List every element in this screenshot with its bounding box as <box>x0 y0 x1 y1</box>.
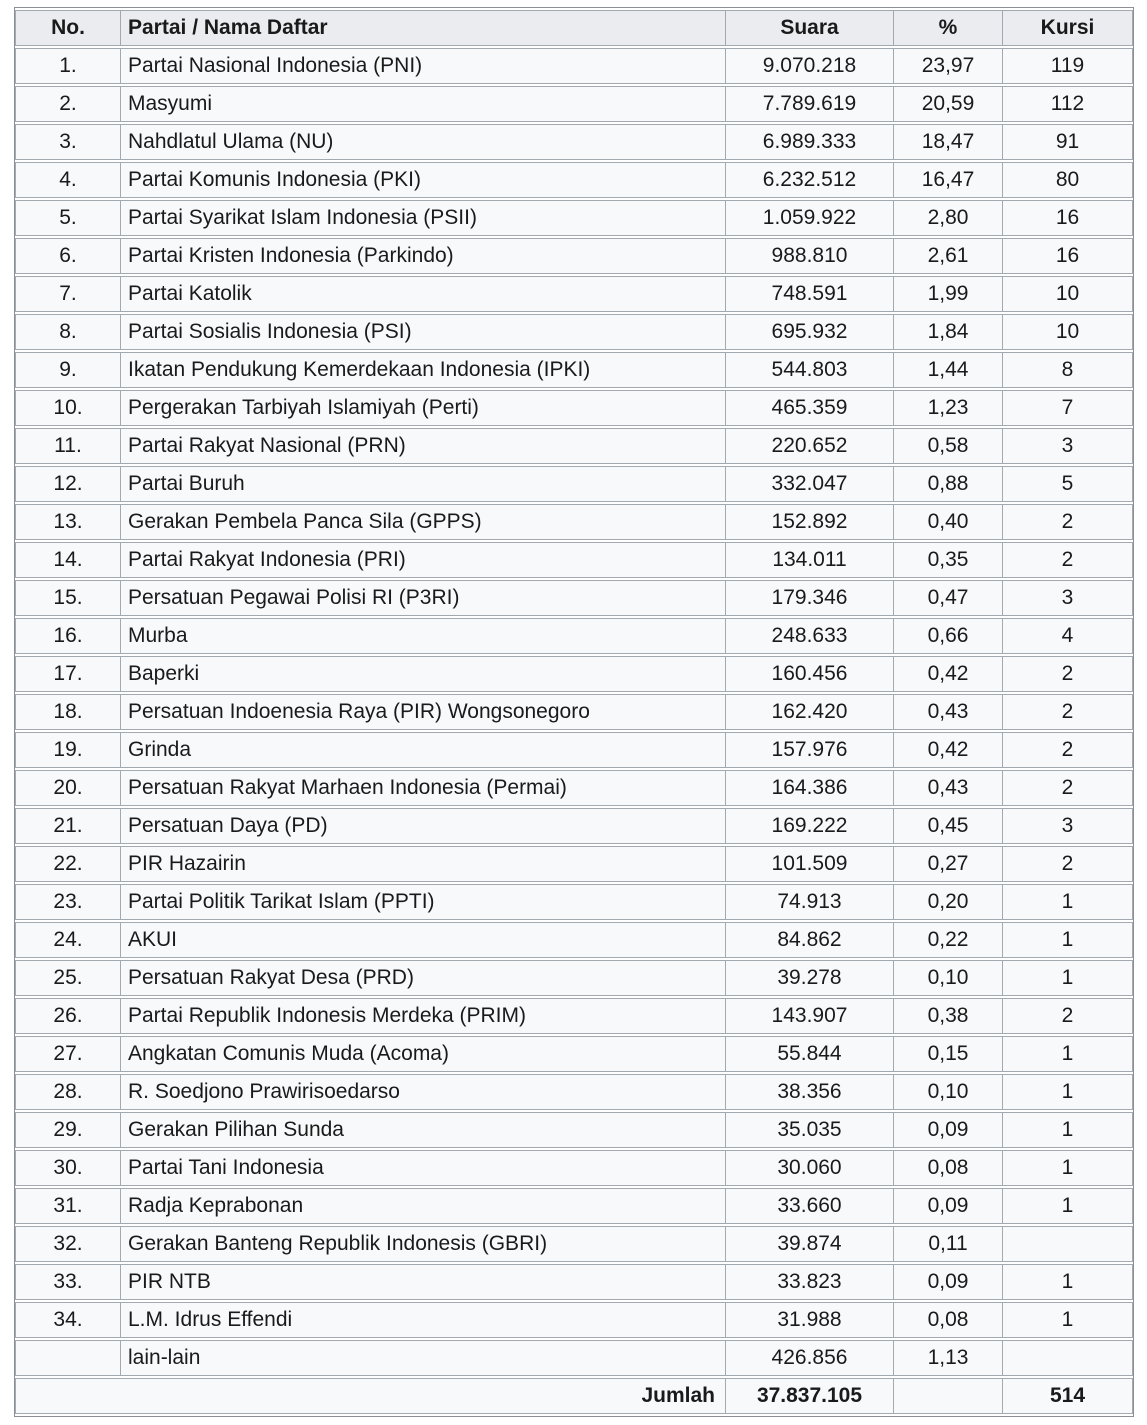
table-row <box>15 428 1133 464</box>
cell-no: 34. <box>15 1302 121 1338</box>
cell-seats: 10 <box>1003 276 1133 312</box>
table-row <box>15 618 1133 654</box>
cell-percent: 0,09 <box>894 1112 1003 1148</box>
cell-seats: 119 <box>1003 48 1133 84</box>
table-row <box>15 1036 1133 1072</box>
cell-party: Masyumi <box>121 86 726 122</box>
cell-percent: 0,15 <box>894 1036 1003 1072</box>
cell-votes: 248.633 <box>726 618 894 654</box>
cell-percent: 0,43 <box>894 694 1003 730</box>
cell-votes: 31.988 <box>726 1302 894 1338</box>
cell-votes: 39.278 <box>726 960 894 996</box>
cell-party: Partai Nasional Indonesia (PNI) <box>121 48 726 84</box>
cell-votes: 35.035 <box>726 1112 894 1148</box>
table-row <box>15 1074 1133 1110</box>
cell-seats: 1 <box>1003 1150 1133 1186</box>
cell-votes: 157.976 <box>726 732 894 768</box>
cell-percent: 0,58 <box>894 428 1003 464</box>
cell-percent: 0,27 <box>894 846 1003 882</box>
cell-votes: 160.456 <box>726 656 894 692</box>
cell-percent: 1,44 <box>894 352 1003 388</box>
cell-percent: 0,47 <box>894 580 1003 616</box>
cell-percent: 1,84 <box>894 314 1003 350</box>
cell-no: 29. <box>15 1112 121 1148</box>
cell-party: PIR NTB <box>121 1264 726 1300</box>
table-row <box>15 580 1133 616</box>
cell-seats: 1 <box>1003 1188 1133 1224</box>
cell-votes: 134.011 <box>726 542 894 578</box>
column-header-no: No. <box>15 10 121 46</box>
cell-party: Persatuan Rakyat Marhaen Indonesia (Permai) <box>121 770 726 806</box>
cell-percent: 0,38 <box>894 998 1003 1034</box>
cell-percent: 0,10 <box>894 960 1003 996</box>
table-row <box>15 162 1133 198</box>
cell-seats <box>1003 1340 1133 1376</box>
table-row <box>15 694 1133 730</box>
cell-seats: 2 <box>1003 542 1133 578</box>
table-row <box>15 352 1133 388</box>
cell-no <box>15 1340 121 1376</box>
cell-percent: 1,99 <box>894 276 1003 312</box>
cell-percent: 20,59 <box>894 86 1003 122</box>
cell-seats: 3 <box>1003 808 1133 844</box>
table-row <box>15 732 1133 768</box>
cell-no: 22. <box>15 846 121 882</box>
cell-no: 14. <box>15 542 121 578</box>
cell-no: 1. <box>15 48 121 84</box>
cell-votes: 332.047 <box>726 466 894 502</box>
cell-percent: 0,10 <box>894 1074 1003 1110</box>
cell-party: Partai Sosialis Indonesia (PSI) <box>121 314 726 350</box>
table-row <box>15 1340 1133 1376</box>
cell-percent: 0,09 <box>894 1264 1003 1300</box>
cell-seats: 5 <box>1003 466 1133 502</box>
table-row <box>15 770 1133 806</box>
cell-percent: 23,97 <box>894 48 1003 84</box>
cell-party: Partai Rakyat Indonesia (PRI) <box>121 542 726 578</box>
column-header-seats: Kursi <box>1003 10 1133 46</box>
cell-party: Gerakan Pembela Panca Sila (GPPS) <box>121 504 726 540</box>
cell-percent: 1,23 <box>894 390 1003 426</box>
cell-seats: 1 <box>1003 1112 1133 1148</box>
table-row <box>15 846 1133 882</box>
cell-votes: 426.856 <box>726 1340 894 1376</box>
cell-percent: 1,13 <box>894 1340 1003 1376</box>
cell-party: Baperki <box>121 656 726 692</box>
cell-votes: 6.232.512 <box>726 162 894 198</box>
cell-votes: 84.862 <box>726 922 894 958</box>
cell-party: Grinda <box>121 732 726 768</box>
cell-seats: 1 <box>1003 1074 1133 1110</box>
cell-no: 3. <box>15 124 121 160</box>
cell-votes: 1.059.922 <box>726 200 894 236</box>
cell-no: 5. <box>15 200 121 236</box>
cell-party: R. Soedjono Prawirisoedarso <box>121 1074 726 1110</box>
cell-votes: 164.386 <box>726 770 894 806</box>
cell-votes: 179.346 <box>726 580 894 616</box>
cell-seats: 7 <box>1003 390 1133 426</box>
cell-party: Partai Republik Indonesis Merdeka (PRIM) <box>121 998 726 1034</box>
cell-no: 28. <box>15 1074 121 1110</box>
cell-seats: 2 <box>1003 504 1133 540</box>
cell-votes: 152.892 <box>726 504 894 540</box>
cell-votes: 33.660 <box>726 1188 894 1224</box>
table-row <box>15 656 1133 692</box>
cell-votes: 55.844 <box>726 1036 894 1072</box>
cell-seats: 1 <box>1003 922 1133 958</box>
total-seats: 514 <box>1003 1378 1133 1414</box>
cell-seats: 2 <box>1003 998 1133 1034</box>
total-row <box>15 1378 1133 1414</box>
cell-votes: 30.060 <box>726 1150 894 1186</box>
cell-percent: 0,08 <box>894 1150 1003 1186</box>
cell-percent: 0,42 <box>894 656 1003 692</box>
total-percent <box>894 1378 1003 1414</box>
cell-votes: 162.420 <box>726 694 894 730</box>
cell-percent: 0,88 <box>894 466 1003 502</box>
cell-percent: 0,22 <box>894 922 1003 958</box>
table-row <box>15 200 1133 236</box>
cell-no: 21. <box>15 808 121 844</box>
cell-votes: 169.222 <box>726 808 894 844</box>
cell-percent: 2,61 <box>894 238 1003 274</box>
table-row <box>15 390 1133 426</box>
election-results-table <box>14 7 1134 1417</box>
cell-party: Partai Buruh <box>121 466 726 502</box>
cell-percent: 0,42 <box>894 732 1003 768</box>
cell-seats: 8 <box>1003 352 1133 388</box>
cell-votes: 74.913 <box>726 884 894 920</box>
total-label: Jumlah <box>15 1378 726 1414</box>
cell-party: Persatuan Pegawai Polisi RI (P3RI) <box>121 580 726 616</box>
cell-seats: 112 <box>1003 86 1133 122</box>
table-row <box>15 1264 1133 1300</box>
cell-seats: 4 <box>1003 618 1133 654</box>
cell-votes: 220.652 <box>726 428 894 464</box>
cell-seats: 91 <box>1003 124 1133 160</box>
cell-votes: 143.907 <box>726 998 894 1034</box>
cell-percent: 0,40 <box>894 504 1003 540</box>
cell-seats: 3 <box>1003 580 1133 616</box>
cell-votes: 7.789.619 <box>726 86 894 122</box>
cell-party: Partai Kristen Indonesia (Parkindo) <box>121 238 726 274</box>
table-row <box>15 124 1133 160</box>
cell-percent: 18,47 <box>894 124 1003 160</box>
cell-votes: 748.591 <box>726 276 894 312</box>
cell-party: Partai Rakyat Nasional (PRN) <box>121 428 726 464</box>
cell-votes: 39.874 <box>726 1226 894 1262</box>
cell-no: 2. <box>15 86 121 122</box>
header-row <box>15 10 1133 46</box>
cell-party: Gerakan Pilihan Sunda <box>121 1112 726 1148</box>
table-row <box>15 504 1133 540</box>
cell-no: 15. <box>15 580 121 616</box>
table-row <box>15 1188 1133 1224</box>
table-row <box>15 1150 1133 1186</box>
column-header-votes: Suara <box>726 10 894 46</box>
table-row <box>15 998 1133 1034</box>
cell-percent: 2,80 <box>894 200 1003 236</box>
table-row <box>15 1112 1133 1148</box>
cell-percent: 0,43 <box>894 770 1003 806</box>
cell-no: 16. <box>15 618 121 654</box>
cell-party: Partai Komunis Indonesia (PKI) <box>121 162 726 198</box>
table-row <box>15 808 1133 844</box>
cell-party: Persatuan Indoenesia Raya (PIR) Wongsonegoro <box>121 694 726 730</box>
cell-party: AKUI <box>121 922 726 958</box>
cell-seats: 2 <box>1003 694 1133 730</box>
cell-seats: 2 <box>1003 732 1133 768</box>
cell-party: Persatuan Rakyat Desa (PRD) <box>121 960 726 996</box>
cell-party: Partai Politik Tarikat Islam (PPTI) <box>121 884 726 920</box>
cell-party: Angkatan Comunis Muda (Acoma) <box>121 1036 726 1072</box>
cell-votes: 544.803 <box>726 352 894 388</box>
cell-no: 18. <box>15 694 121 730</box>
cell-no: 30. <box>15 1150 121 1186</box>
cell-party: Partai Katolik <box>121 276 726 312</box>
cell-seats: 16 <box>1003 200 1133 236</box>
cell-percent: 0,20 <box>894 884 1003 920</box>
cell-no: 19. <box>15 732 121 768</box>
cell-party: L.M. Idrus Effendi <box>121 1302 726 1338</box>
cell-party: lain-lain <box>121 1340 726 1376</box>
cell-no: 11. <box>15 428 121 464</box>
cell-party: PIR Hazairin <box>121 846 726 882</box>
cell-no: 4. <box>15 162 121 198</box>
cell-percent: 0,08 <box>894 1302 1003 1338</box>
table-row <box>15 466 1133 502</box>
column-header-party: Partai / Nama Daftar <box>121 10 726 46</box>
table-row <box>15 922 1133 958</box>
cell-votes: 465.359 <box>726 390 894 426</box>
cell-no: 20. <box>15 770 121 806</box>
total-votes: 37.837.105 <box>726 1378 894 1414</box>
cell-no: 26. <box>15 998 121 1034</box>
cell-no: 13. <box>15 504 121 540</box>
cell-votes: 101.509 <box>726 846 894 882</box>
cell-no: 7. <box>15 276 121 312</box>
cell-votes: 6.989.333 <box>726 124 894 160</box>
table-row <box>15 276 1133 312</box>
cell-percent: 0,45 <box>894 808 1003 844</box>
cell-no: 17. <box>15 656 121 692</box>
cell-no: 23. <box>15 884 121 920</box>
cell-seats: 1 <box>1003 1302 1133 1338</box>
table-row <box>15 238 1133 274</box>
table-row <box>15 86 1133 122</box>
cell-party: Nahdlatul Ulama (NU) <box>121 124 726 160</box>
cell-percent: 0,11 <box>894 1226 1003 1262</box>
cell-votes: 38.356 <box>726 1074 894 1110</box>
table-row <box>15 1226 1133 1262</box>
column-header-percent: % <box>894 10 1003 46</box>
cell-seats: 1 <box>1003 960 1133 996</box>
cell-seats: 1 <box>1003 884 1133 920</box>
cell-no: 10. <box>15 390 121 426</box>
cell-seats: 16 <box>1003 238 1133 274</box>
cell-seats: 2 <box>1003 770 1133 806</box>
cell-percent: 16,47 <box>894 162 1003 198</box>
cell-percent: 0,09 <box>894 1188 1003 1224</box>
cell-no: 12. <box>15 466 121 502</box>
cell-seats: 1 <box>1003 1264 1133 1300</box>
cell-party: Partai Tani Indonesia <box>121 1150 726 1186</box>
table-row <box>15 48 1133 84</box>
cell-party: Partai Syarikat Islam Indonesia (PSII) <box>121 200 726 236</box>
cell-party: Ikatan Pendukung Kemerdekaan Indonesia (IPKI) <box>121 352 726 388</box>
table-row <box>15 1302 1133 1338</box>
cell-seats: 1 <box>1003 1036 1133 1072</box>
cell-percent: 0,35 <box>894 542 1003 578</box>
cell-no: 24. <box>15 922 121 958</box>
cell-votes: 33.823 <box>726 1264 894 1300</box>
cell-party: Murba <box>121 618 726 654</box>
cell-no: 8. <box>15 314 121 350</box>
cell-party: Radja Keprabonan <box>121 1188 726 1224</box>
cell-party: Persatuan Daya (PD) <box>121 808 726 844</box>
cell-party: Gerakan Banteng Republik Indonesis (GBRI) <box>121 1226 726 1262</box>
cell-seats <box>1003 1226 1133 1262</box>
cell-no: 33. <box>15 1264 121 1300</box>
cell-seats: 2 <box>1003 846 1133 882</box>
cell-seats: 80 <box>1003 162 1133 198</box>
cell-votes: 9.070.218 <box>726 48 894 84</box>
cell-seats: 10 <box>1003 314 1133 350</box>
cell-no: 6. <box>15 238 121 274</box>
table-row <box>15 542 1133 578</box>
cell-seats: 2 <box>1003 656 1133 692</box>
table-row <box>15 960 1133 996</box>
cell-seats: 3 <box>1003 428 1133 464</box>
cell-no: 25. <box>15 960 121 996</box>
cell-percent: 0,66 <box>894 618 1003 654</box>
cell-party: Pergerakan Tarbiyah Islamiyah (Perti) <box>121 390 726 426</box>
cell-no: 9. <box>15 352 121 388</box>
cell-no: 27. <box>15 1036 121 1072</box>
table-row <box>15 314 1133 350</box>
cell-votes: 988.810 <box>726 238 894 274</box>
cell-no: 32. <box>15 1226 121 1262</box>
cell-votes: 695.932 <box>726 314 894 350</box>
cell-no: 31. <box>15 1188 121 1224</box>
table-row <box>15 884 1133 920</box>
